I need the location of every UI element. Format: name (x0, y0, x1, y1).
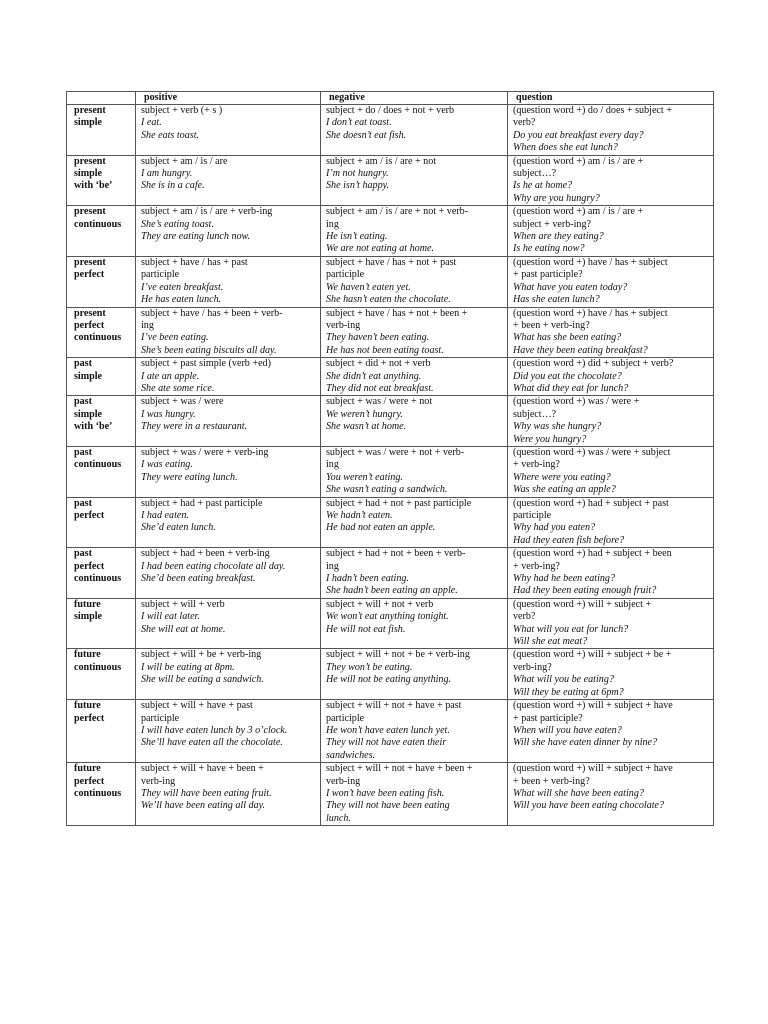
tense-name-line: past (74, 396, 92, 408)
table-row (67, 105, 714, 156)
negative-formula-line: subject + am / is / are + not + verb- (326, 206, 469, 218)
positive-formula-line: subject + have / has + past (141, 256, 248, 268)
positive-formula-line: subject + had + past participle (141, 497, 263, 509)
header-question: question (508, 92, 714, 105)
tense-name-line: past (74, 358, 92, 370)
negative-example-line: He will not eat fish. (326, 623, 406, 635)
tense-name-line: continuous (74, 787, 122, 799)
tense-name-line: future (74, 763, 101, 775)
negative-cell (321, 763, 508, 826)
question-formula-line: (question word +) will + subject + (513, 598, 652, 610)
tense-name-cell (67, 307, 136, 358)
question-cell (508, 256, 714, 307)
positive-cell (136, 105, 321, 156)
negative-cell (321, 548, 508, 599)
negative-example-line: I don’t eat toast. (326, 117, 392, 129)
table-row (67, 700, 714, 763)
tense-name-cell (67, 649, 136, 700)
question-example-line: Will she have eaten dinner by nine? (513, 737, 658, 749)
positive-cell (136, 206, 321, 257)
positive-example-line: She will be eating a sandwich. (141, 674, 264, 686)
table-row (67, 446, 714, 497)
question-example-line: Will you have been eating chocolate? (513, 800, 665, 812)
negative-formula-line: subject + am / is / are + not (326, 155, 437, 167)
negative-example-line: She isn’t happy. (326, 180, 390, 192)
tense-name-line: continuous (74, 332, 122, 344)
tense-name-cell (67, 396, 136, 447)
positive-formula-line: subject + am / is / are (141, 155, 228, 167)
negative-formula-line: verb-ing (326, 319, 361, 331)
table-row (67, 206, 714, 257)
negative-formula-line: verb-ing (326, 775, 361, 787)
table-row (67, 358, 714, 396)
negative-formula-line: ing (326, 218, 339, 230)
negative-formula-line: ing (326, 459, 339, 471)
question-formula-line: + past participle? (513, 712, 583, 724)
question-formula-line: verb? (513, 117, 536, 129)
positive-formula-line: subject + verb (+ s ) (141, 105, 223, 116)
positive-example-line: She’s eating toast. (141, 218, 214, 230)
question-cell (508, 446, 714, 497)
positive-example-line: We’ll have been eating all day. (141, 800, 266, 812)
positive-example-line: She eats toast. (141, 129, 200, 141)
question-cell (508, 763, 714, 826)
question-example-line: Why was she hungry? (513, 421, 602, 433)
tense-name-line: present (74, 105, 106, 116)
negative-cell (321, 649, 508, 700)
tense-name-line: perfect (74, 775, 105, 787)
question-example-line: Why had he been eating? (513, 573, 616, 585)
tense-name-line: perfect (74, 319, 105, 331)
question-formula-line: participle (513, 510, 552, 521)
tense-name-line: continuous (74, 218, 122, 230)
question-cell (508, 358, 714, 396)
negative-cell (321, 497, 508, 548)
positive-example-line: They were eating lunch. (141, 471, 238, 483)
question-cell (508, 700, 714, 763)
negative-example-line: sandwiches. (326, 749, 376, 761)
tense-name-line: simple (74, 117, 103, 129)
positive-cell (136, 649, 321, 700)
table-row (67, 548, 714, 599)
question-example-line: Will she eat meat? (513, 636, 588, 648)
positive-formula-line: subject + was / were (141, 396, 224, 408)
table-row (67, 649, 714, 700)
tense-name-cell (67, 548, 136, 599)
negative-example-line: She wasn’t eating a sandwich. (326, 484, 448, 496)
tense-name-line: perfect (74, 712, 105, 724)
tense-name-line: future (74, 598, 101, 610)
negative-cell (321, 598, 508, 649)
tense-name-line: simple (74, 370, 103, 382)
positive-example-line: She ate some rice. (141, 382, 215, 394)
positive-cell (136, 155, 321, 206)
positive-formula-line: verb-ing (141, 775, 176, 787)
tense-name-line: continuous (74, 661, 122, 673)
negative-example-line: We hadn’t eaten. (326, 510, 393, 521)
negative-example-line: He had not eaten an apple. (326, 522, 436, 534)
question-formula-line: (question word +) had + subject + been (513, 548, 672, 560)
negative-formula-line: subject + had + not + past participle (326, 497, 472, 509)
negative-example-line: lunch. (326, 812, 351, 824)
positive-cell (136, 497, 321, 548)
question-formula-line: subject…? (513, 168, 557, 180)
tense-name-line: continuous (74, 573, 122, 585)
question-formula-line: (question word +) am / is / are + (513, 155, 644, 167)
tense-name-line: simple (74, 611, 103, 623)
positive-example-line: I had been eating chocolate all day. (141, 560, 286, 572)
question-cell (508, 155, 714, 206)
question-example-line: When will you have eaten? (513, 724, 622, 736)
header-row (67, 92, 714, 105)
negative-example-line: They haven’t been eating. (326, 332, 430, 344)
tense-name-cell (67, 105, 136, 156)
positive-example-line: I will eat later. (141, 611, 200, 623)
question-formula-line: + verb-ing? (513, 560, 560, 572)
question-example-line: Is he at home? (513, 180, 573, 192)
positive-example-line: She’d eaten lunch. (141, 522, 216, 534)
question-formula-line: verb? (513, 611, 536, 623)
question-example-line: Had they eaten fish before? (513, 534, 625, 546)
tense-name-line: past (74, 497, 92, 509)
question-example-line: Did you eat the chocolate? (513, 370, 622, 382)
negative-formula-line: subject + will + not + have + been + (326, 763, 473, 775)
negative-cell (321, 358, 508, 396)
header-positive: positive (136, 92, 321, 105)
tense-name-line: future (74, 700, 101, 712)
tense-name-line: past (74, 548, 92, 560)
question-formula-line: (question word +) was / were + subject (513, 446, 671, 458)
positive-example-line: She is in a cafe. (141, 180, 205, 192)
negative-example-line: We weren’t hungry. (326, 408, 403, 420)
tense-name-cell (67, 598, 136, 649)
negative-formula-line: ing (326, 560, 339, 572)
negative-cell (321, 256, 508, 307)
negative-example-line: She wasn’t at home. (326, 421, 407, 433)
negative-example-line: She doesn’t eat fish. (326, 129, 407, 141)
positive-example-line: She will eat at home. (141, 623, 226, 635)
negative-example-line: I won’t have been eating fish. (326, 787, 445, 799)
negative-example-line: He isn’t eating. (326, 231, 388, 243)
question-cell (508, 649, 714, 700)
positive-formula-line: subject + will + have + been + (141, 763, 264, 775)
positive-example-line: I’ve been eating. (141, 332, 209, 344)
question-formula-line: (question word +) was / were + (513, 396, 640, 408)
table-row (67, 396, 714, 447)
question-formula-line: (question word +) had + subject + past (513, 497, 669, 509)
positive-example-line: She’ll have eaten all the chocolate. (141, 737, 283, 749)
positive-example-line: I am hungry. (141, 168, 193, 180)
negative-example-line: We won’t eat anything tonight. (326, 611, 449, 623)
negative-formula-line: subject + will + not + be + verb-ing (326, 649, 470, 661)
positive-cell (136, 307, 321, 358)
tense-name-cell (67, 700, 136, 763)
tense-name-line: perfect (74, 560, 105, 572)
negative-cell (321, 396, 508, 447)
question-formula-line: (question word +) do / does + subject + (513, 105, 672, 116)
positive-cell (136, 396, 321, 447)
question-example-line: When does she eat lunch? (513, 142, 618, 154)
table-row (67, 155, 714, 206)
tense-name-line: simple (74, 168, 103, 180)
positive-formula-line: subject + will + be + verb-ing (141, 649, 262, 661)
table-row (67, 256, 714, 307)
question-example-line: What will you eat for lunch? (513, 623, 629, 635)
tense-name-line: continuous (74, 459, 122, 471)
question-example-line: Was she eating an apple? (513, 484, 616, 496)
positive-example-line: I ate an apple. (141, 370, 200, 382)
positive-example-line: He has eaten lunch. (141, 294, 222, 306)
positive-example-line: I’ve eaten breakfast. (141, 281, 224, 293)
positive-formula-line: subject + am / is / are + verb-ing (141, 206, 273, 218)
positive-cell (136, 256, 321, 307)
negative-example-line: They did not eat breakfast. (326, 382, 434, 394)
table-row (67, 763, 714, 826)
tense-name-cell (67, 763, 136, 826)
question-cell (508, 598, 714, 649)
question-formula-line: subject…? (513, 408, 557, 420)
negative-formula-line: subject + will + not + verb (326, 598, 434, 610)
positive-formula-line: subject + will + have + past (141, 700, 253, 712)
tense-name-line: perfect (74, 510, 105, 521)
tense-name-cell (67, 497, 136, 548)
positive-example-line: I will be eating at 8pm. (141, 661, 235, 673)
positive-formula-line: subject + past simple (verb +ed) (141, 358, 271, 370)
header-negative: negative (321, 92, 508, 105)
question-cell (508, 396, 714, 447)
positive-example-line: I had eaten. (141, 510, 189, 521)
negative-example-line: They will not have been eating (326, 800, 450, 812)
negative-cell (321, 700, 508, 763)
positive-example-line: She’s been eating biscuits all day. (141, 344, 277, 356)
question-formula-line: (question word +) have / has + subject (513, 307, 668, 319)
tense-name-line: present (74, 256, 106, 268)
positive-example-line: They were in a restaurant. (141, 421, 248, 433)
question-formula-line: (question word +) am / is / are + (513, 206, 644, 218)
positive-example-line: I was eating. (141, 459, 193, 471)
tense-name-line: past (74, 446, 92, 458)
question-cell (508, 307, 714, 358)
tense-name-cell (67, 206, 136, 257)
positive-example-line: I was hungry. (141, 408, 196, 420)
question-example-line: What have you eaten today? (513, 281, 628, 293)
question-formula-line: (question word +) will + subject + have (513, 763, 673, 775)
table-row (67, 497, 714, 548)
positive-formula-line: subject + had + been + verb-ing (141, 548, 270, 560)
question-example-line: Where were you eating? (513, 471, 611, 483)
negative-example-line: We are not eating at home. (326, 243, 435, 255)
question-cell (508, 548, 714, 599)
tense-body (67, 105, 714, 826)
positive-example-line: I will have eaten lunch by 3 o’clock. (141, 724, 288, 736)
positive-formula-line: participle (141, 712, 180, 724)
question-formula-line: (question word +) will + subject + be + (513, 649, 672, 661)
question-formula-line: + verb-ing? (513, 459, 560, 471)
positive-formula-line: participle (141, 269, 180, 281)
positive-formula-line: subject + have / has + been + verb- (141, 307, 283, 319)
positive-formula-line: subject + was / were + verb-ing (141, 446, 269, 458)
question-example-line: Will they be eating at 6pm? (513, 686, 624, 698)
negative-formula-line: subject + was / were + not (326, 396, 433, 408)
negative-formula-line: subject + did + not + verb (326, 358, 431, 370)
positive-formula-line: ing (141, 319, 154, 331)
positive-cell (136, 598, 321, 649)
negative-formula-line: subject + do / does + not + verb (326, 105, 455, 116)
negative-cell (321, 307, 508, 358)
tense-name-line: with ‘be’ (74, 421, 113, 433)
negative-formula-line: participle (326, 269, 365, 281)
negative-cell (321, 105, 508, 156)
positive-cell (136, 358, 321, 396)
negative-example-line: He won’t have eaten lunch yet. (326, 724, 450, 736)
question-cell (508, 497, 714, 548)
tense-name-line: present (74, 206, 106, 218)
question-example-line: Do you eat breakfast every day? (513, 129, 644, 141)
header-corner (67, 92, 136, 105)
negative-formula-line: subject + was / were + not + verb- (326, 446, 465, 458)
question-formula-line: subject + verb-ing? (513, 218, 592, 230)
question-formula-line: (question word +) will + subject + have (513, 700, 673, 712)
negative-example-line: He has not been eating toast. (326, 344, 444, 356)
tense-name-cell (67, 446, 136, 497)
negative-example-line: She hadn’t been eating an apple. (326, 585, 458, 597)
positive-example-line: I eat. (141, 117, 162, 129)
tense-name-cell (67, 155, 136, 206)
question-example-line: Why had you eaten? (513, 522, 596, 534)
tense-name-line: present (74, 307, 106, 319)
question-example-line: Have they been eating breakfast? (513, 344, 648, 356)
question-formula-line: + been + verb-ing? (513, 775, 590, 787)
negative-formula-line: subject + had + not + been + verb- (326, 548, 466, 560)
positive-cell (136, 763, 321, 826)
negative-example-line: We haven’t eaten yet. (326, 281, 411, 293)
question-formula-line: + been + verb-ing? (513, 319, 590, 331)
negative-example-line: I’m not hungry. (326, 168, 389, 180)
negative-cell (321, 206, 508, 257)
question-example-line: Had they been eating enough fruit? (513, 585, 657, 597)
question-example-line: When are they eating? (513, 231, 604, 243)
tense-table (66, 91, 714, 826)
negative-example-line: She didn’t eat anything. (326, 370, 422, 382)
negative-cell (321, 446, 508, 497)
question-example-line: Were you hungry? (513, 433, 587, 445)
question-formula-line: (question word +) have / has + subject (513, 256, 668, 268)
negative-example-line: She hasn’t eaten the chocolate. (326, 294, 451, 306)
negative-example-line: You weren’t eating. (326, 471, 403, 483)
tense-name-cell (67, 358, 136, 396)
tense-name-line: future (74, 649, 101, 661)
question-example-line: What did they eat for lunch? (513, 382, 629, 394)
question-example-line: Why are you hungry? (513, 192, 600, 204)
negative-example-line: I hadn’t been eating. (326, 573, 409, 585)
question-example-line: What will she have been eating? (513, 787, 644, 799)
negative-example-line: He will not be eating anything. (326, 674, 452, 686)
negative-example-line: They won’t be eating. (326, 661, 413, 673)
negative-formula-line: subject + have / has + not + been + (326, 307, 468, 319)
tense-name-cell (67, 256, 136, 307)
positive-example-line: She’d been eating breakfast. (141, 573, 256, 585)
tense-name-line: perfect (74, 269, 105, 281)
positive-cell (136, 700, 321, 763)
positive-formula-line: subject + will + verb (141, 598, 225, 610)
tense-name-line: simple (74, 408, 103, 420)
table-row (67, 307, 714, 358)
question-formula-line: + past participle? (513, 269, 583, 281)
question-cell (508, 105, 714, 156)
positive-cell (136, 548, 321, 599)
table-row (67, 598, 714, 649)
question-example-line: What has she been eating? (513, 332, 622, 344)
question-example-line: What will you be eating? (513, 674, 614, 686)
positive-example-line: They will have been eating fruit. (141, 787, 272, 799)
question-cell (508, 206, 714, 257)
tense-name-line: present (74, 155, 106, 167)
question-example-line: Has she eaten lunch? (513, 294, 600, 306)
question-formula-line: verb-ing? (513, 661, 552, 673)
positive-cell (136, 446, 321, 497)
negative-formula-line: subject + will + not + have + past (326, 700, 462, 712)
tense-name-line: with ‘be’ (74, 180, 113, 192)
question-formula-line: (question word +) did + subject + verb? (513, 358, 674, 370)
negative-cell (321, 155, 508, 206)
question-example-line: Is he eating now? (513, 243, 585, 255)
negative-formula-line: participle (326, 712, 365, 724)
positive-example-line: They are eating lunch now. (141, 231, 251, 243)
negative-example-line: They will not have eaten their (326, 737, 447, 749)
negative-formula-line: subject + have / has + not + past (326, 256, 457, 268)
